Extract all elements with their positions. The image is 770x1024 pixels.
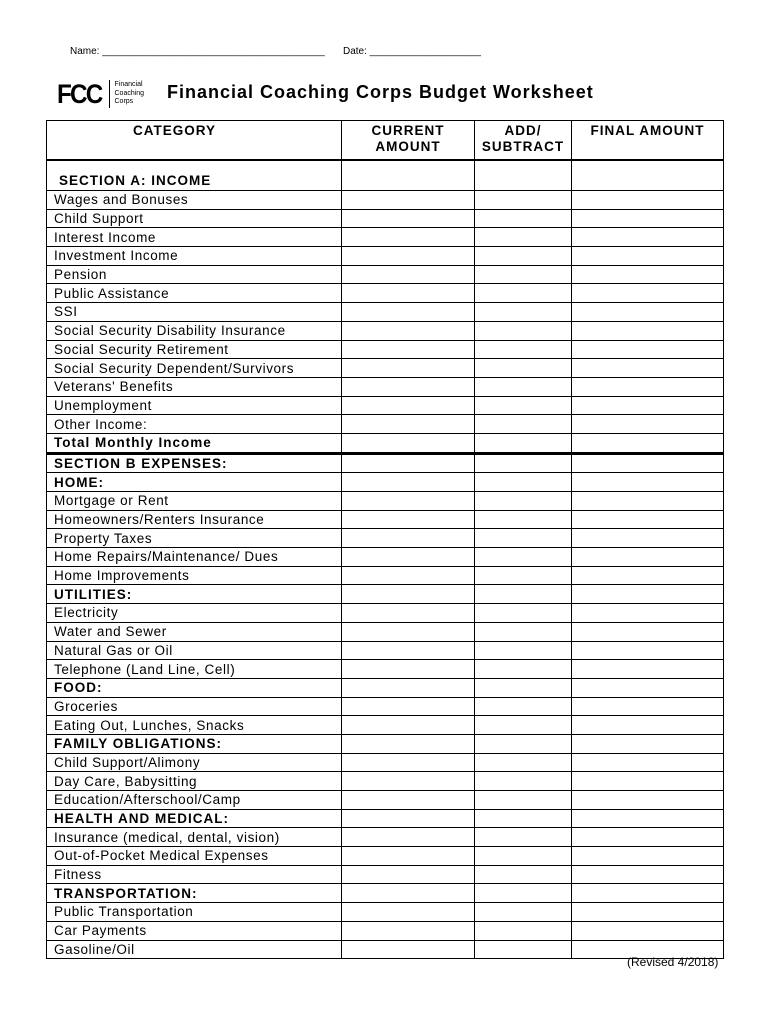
current-amount-cell[interactable]	[342, 453, 475, 473]
budget-table	[46, 120, 724, 959]
current-amount-cell[interactable]	[342, 209, 475, 228]
category-label: Veterans' Benefits	[47, 377, 342, 396]
table-row	[47, 453, 724, 473]
final-amount-cell[interactable]	[572, 903, 724, 922]
fcc-logo	[57, 79, 144, 109]
category-label: Home Improvements	[47, 566, 342, 585]
current-amount-cell[interactable]	[342, 641, 475, 660]
table-row	[47, 884, 724, 903]
table-row	[47, 510, 724, 529]
add-subtract-cell[interactable]	[475, 340, 572, 359]
add-subtract-cell[interactable]	[475, 228, 572, 247]
table-row	[47, 265, 724, 284]
table-row	[47, 191, 724, 210]
add-subtract-cell[interactable]	[475, 734, 572, 753]
table-row	[47, 678, 724, 697]
add-subtract-cell[interactable]	[475, 284, 572, 303]
final-amount-cell[interactable]	[572, 660, 724, 679]
add-subtract-cell[interactable]	[475, 160, 572, 191]
add-subtract-cell[interactable]	[475, 791, 572, 810]
current-amount-cell[interactable]	[342, 415, 475, 434]
add-subtract-cell[interactable]	[475, 809, 572, 828]
final-amount-cell[interactable]	[572, 191, 724, 210]
final-amount-cell[interactable]	[572, 303, 724, 322]
column-header-category: CATEGORY	[47, 121, 342, 161]
final-amount-cell[interactable]	[572, 510, 724, 529]
current-amount-cell[interactable]	[342, 359, 475, 378]
table-row	[47, 660, 724, 679]
logo-mark: FCC	[57, 79, 102, 109]
final-amount-cell[interactable]	[572, 828, 724, 847]
current-amount-cell[interactable]	[342, 510, 475, 529]
table-row	[47, 622, 724, 641]
current-amount-cell[interactable]	[342, 548, 475, 567]
logo-divider	[109, 80, 110, 108]
add-subtract-cell[interactable]	[475, 265, 572, 284]
table-row	[47, 847, 724, 866]
current-amount-cell[interactable]	[342, 284, 475, 303]
add-subtract-cell[interactable]	[475, 473, 572, 492]
add-subtract-cell[interactable]	[475, 622, 572, 641]
category-label: Social Security Dependent/Survivors	[47, 359, 342, 378]
category-label: Wages and Bonuses	[47, 191, 342, 210]
final-amount-cell[interactable]	[572, 340, 724, 359]
table-row	[47, 865, 724, 884]
add-subtract-cell[interactable]	[475, 548, 572, 567]
category-label: HEALTH AND MEDICAL:	[47, 809, 342, 828]
final-amount-cell[interactable]	[572, 791, 724, 810]
category-label: Telephone (Land Line, Cell)	[47, 660, 342, 679]
table-row	[47, 585, 724, 604]
final-amount-cell[interactable]	[572, 697, 724, 716]
add-subtract-cell[interactable]	[475, 903, 572, 922]
current-amount-cell[interactable]	[342, 772, 475, 791]
add-subtract-cell[interactable]	[475, 529, 572, 548]
final-amount-cell[interactable]	[572, 415, 724, 434]
add-subtract-cell[interactable]	[475, 678, 572, 697]
column-header-add-subtract: ADD/ SUBTRACT	[475, 121, 572, 161]
final-amount-cell[interactable]	[572, 865, 724, 884]
category-label: Pension	[47, 265, 342, 284]
category-label: Mortgage or Rent	[47, 492, 342, 511]
final-amount-cell[interactable]	[572, 396, 724, 415]
current-amount-cell[interactable]	[342, 828, 475, 847]
final-amount-cell[interactable]	[572, 566, 724, 585]
date-field-label: Date: ____________________	[343, 46, 481, 57]
table-row	[47, 641, 724, 660]
table-row	[47, 340, 724, 359]
table-row	[47, 209, 724, 228]
final-amount-cell[interactable]	[572, 753, 724, 772]
add-subtract-cell[interactable]	[475, 828, 572, 847]
table-row	[47, 160, 724, 191]
add-subtract-cell[interactable]	[475, 321, 572, 340]
current-amount-cell[interactable]	[342, 884, 475, 903]
table-row	[47, 753, 724, 772]
add-subtract-cell[interactable]	[475, 510, 572, 529]
add-subtract-cell[interactable]	[475, 303, 572, 322]
category-label: Eating Out, Lunches, Snacks	[47, 716, 342, 735]
table-row	[47, 791, 724, 810]
category-label: Water and Sewer	[47, 622, 342, 641]
final-amount-cell[interactable]	[572, 734, 724, 753]
final-amount-cell[interactable]	[572, 847, 724, 866]
table-row	[47, 903, 724, 922]
category-label: FAMILY OBLIGATIONS:	[47, 734, 342, 753]
revision-note: (Revised 4/2018)	[627, 955, 719, 969]
category-label: Out-of-Pocket Medical Expenses	[47, 847, 342, 866]
current-amount-cell[interactable]	[342, 585, 475, 604]
table-row	[47, 548, 724, 567]
current-amount-cell[interactable]	[342, 340, 475, 359]
category-label: Child Support/Alimony	[47, 753, 342, 772]
current-amount-cell[interactable]	[342, 865, 475, 884]
final-amount-cell[interactable]	[572, 433, 724, 453]
category-label: Groceries	[47, 697, 342, 716]
current-amount-cell[interactable]	[342, 191, 475, 210]
final-amount-cell[interactable]	[572, 321, 724, 340]
add-subtract-cell[interactable]	[475, 415, 572, 434]
category-label: SECTION A: INCOME	[47, 160, 342, 191]
logo-line-2: Coaching	[114, 89, 145, 97]
final-amount-cell[interactable]	[572, 585, 724, 604]
category-label: Public Transportation	[47, 903, 342, 922]
current-amount-cell[interactable]	[342, 160, 475, 191]
table-row	[47, 415, 724, 434]
logo-wordmark	[115, 81, 145, 107]
table-row	[47, 566, 724, 585]
category-label: Other Income:	[47, 415, 342, 434]
final-amount-cell[interactable]	[572, 604, 724, 623]
table-row	[47, 492, 724, 511]
add-subtract-cell[interactable]	[475, 940, 572, 959]
current-amount-cell[interactable]	[342, 847, 475, 866]
column-header-current-amount: CURRENT AMOUNT	[342, 121, 475, 161]
category-label: SECTION B EXPENSES:	[47, 453, 342, 473]
add-subtract-cell[interactable]	[475, 753, 572, 772]
table-row	[47, 716, 724, 735]
add-subtract-cell[interactable]	[475, 453, 572, 473]
current-amount-cell[interactable]	[342, 228, 475, 247]
add-subtract-cell[interactable]	[475, 772, 572, 791]
category-label: Fitness	[47, 865, 342, 884]
category-label: Gasoline/Oil	[47, 940, 342, 959]
category-label: Insurance (medical, dental, vision)	[47, 828, 342, 847]
budget-table-body	[47, 160, 724, 959]
final-amount-cell[interactable]	[572, 492, 724, 511]
name-field-label: Name: ________________________________________	[70, 46, 325, 57]
add-subtract-cell[interactable]	[475, 209, 572, 228]
current-amount-cell[interactable]	[342, 809, 475, 828]
final-amount-cell[interactable]	[572, 265, 724, 284]
current-amount-cell[interactable]	[342, 753, 475, 772]
table-row	[47, 433, 724, 453]
final-amount-cell[interactable]	[572, 228, 724, 247]
category-label: HOME:	[47, 473, 342, 492]
final-amount-cell[interactable]	[572, 247, 724, 266]
add-subtract-cell[interactable]	[475, 660, 572, 679]
add-subtract-cell[interactable]	[475, 697, 572, 716]
current-amount-cell[interactable]	[342, 940, 475, 959]
current-amount-cell[interactable]	[342, 678, 475, 697]
current-amount-cell[interactable]	[342, 921, 475, 940]
add-subtract-cell[interactable]	[475, 247, 572, 266]
table-row	[47, 377, 724, 396]
category-label: FOOD:	[47, 678, 342, 697]
table-row	[47, 529, 724, 548]
current-amount-cell[interactable]	[342, 473, 475, 492]
table-header-row	[47, 121, 724, 161]
current-amount-cell[interactable]	[342, 734, 475, 753]
category-label: Natural Gas or Oil	[47, 641, 342, 660]
category-label: Interest Income	[47, 228, 342, 247]
table-row	[47, 772, 724, 791]
current-amount-cell[interactable]	[342, 566, 475, 585]
final-amount-cell[interactable]	[572, 641, 724, 660]
category-label: Total Monthly Income	[47, 433, 342, 453]
table-row	[47, 321, 724, 340]
category-label: UTILITIES:	[47, 585, 342, 604]
current-amount-cell[interactable]	[342, 321, 475, 340]
final-amount-cell[interactable]	[572, 284, 724, 303]
category-label: Homeowners/Renters Insurance	[47, 510, 342, 529]
add-subtract-cell[interactable]	[475, 716, 572, 735]
current-amount-cell[interactable]	[342, 529, 475, 548]
final-amount-cell[interactable]	[572, 377, 724, 396]
final-amount-cell[interactable]	[572, 453, 724, 473]
add-subtract-cell[interactable]	[475, 359, 572, 378]
category-label: Education/Afterschool/Camp	[47, 791, 342, 810]
table-row	[47, 940, 724, 959]
current-amount-cell[interactable]	[342, 247, 475, 266]
final-amount-cell[interactable]	[572, 622, 724, 641]
add-subtract-cell[interactable]	[475, 433, 572, 453]
category-label: Day Care, Babysitting	[47, 772, 342, 791]
final-amount-cell[interactable]	[572, 921, 724, 940]
add-subtract-cell[interactable]	[475, 492, 572, 511]
category-label: Social Security Disability Insurance	[47, 321, 342, 340]
category-label: Social Security Retirement	[47, 340, 342, 359]
table-row	[47, 697, 724, 716]
final-amount-cell[interactable]	[572, 716, 724, 735]
add-subtract-cell[interactable]	[475, 585, 572, 604]
page-title: Financial Coaching Corps Budget Worksheet	[167, 82, 594, 102]
current-amount-cell[interactable]	[342, 492, 475, 511]
category-label: Car Payments	[47, 921, 342, 940]
add-subtract-cell[interactable]	[475, 566, 572, 585]
add-subtract-cell[interactable]	[475, 191, 572, 210]
final-amount-cell[interactable]	[572, 548, 724, 567]
final-amount-cell[interactable]	[572, 678, 724, 697]
category-label: Investment Income	[47, 247, 342, 266]
category-label: Unemployment	[47, 396, 342, 415]
category-label: TRANSPORTATION:	[47, 884, 342, 903]
table-row	[47, 396, 724, 415]
category-label: Public Assistance	[47, 284, 342, 303]
final-amount-cell[interactable]	[572, 160, 724, 191]
table-row	[47, 247, 724, 266]
column-header-final-amount: FINAL AMOUNT	[572, 121, 724, 161]
table-row	[47, 228, 724, 247]
current-amount-cell[interactable]	[342, 604, 475, 623]
logo-line-1: Financial	[114, 81, 143, 89]
final-amount-cell[interactable]	[572, 473, 724, 492]
add-subtract-cell[interactable]	[475, 865, 572, 884]
category-label: Home Repairs/Maintenance/ Dues	[47, 548, 342, 567]
add-subtract-cell[interactable]	[475, 641, 572, 660]
add-subtract-cell[interactable]	[475, 847, 572, 866]
current-amount-cell[interactable]	[342, 433, 475, 453]
category-label: Electricity	[47, 604, 342, 623]
table-row	[47, 828, 724, 847]
current-amount-cell[interactable]	[342, 377, 475, 396]
final-amount-cell[interactable]	[572, 772, 724, 791]
current-amount-cell[interactable]	[342, 697, 475, 716]
current-amount-cell[interactable]	[342, 716, 475, 735]
current-amount-cell[interactable]	[342, 265, 475, 284]
current-amount-cell[interactable]	[342, 903, 475, 922]
add-subtract-cell[interactable]	[475, 604, 572, 623]
add-subtract-cell[interactable]	[475, 377, 572, 396]
current-amount-cell[interactable]	[342, 791, 475, 810]
table-row	[47, 604, 724, 623]
add-subtract-cell[interactable]	[475, 884, 572, 903]
table-row	[47, 473, 724, 492]
category-label: Child Support	[47, 209, 342, 228]
current-amount-cell[interactable]	[342, 396, 475, 415]
final-amount-cell[interactable]	[572, 529, 724, 548]
add-subtract-cell[interactable]	[475, 396, 572, 415]
table-row	[47, 359, 724, 378]
table-row	[47, 734, 724, 753]
table-row	[47, 809, 724, 828]
category-label: SSI	[47, 303, 342, 322]
logo-line-3: Corps	[114, 98, 134, 106]
current-amount-cell[interactable]	[342, 622, 475, 641]
current-amount-cell[interactable]	[342, 303, 475, 322]
table-row	[47, 303, 724, 322]
add-subtract-cell[interactable]	[475, 921, 572, 940]
final-amount-cell[interactable]	[572, 209, 724, 228]
final-amount-cell[interactable]	[572, 359, 724, 378]
final-amount-cell[interactable]	[572, 809, 724, 828]
final-amount-cell[interactable]	[572, 884, 724, 903]
table-row	[47, 284, 724, 303]
current-amount-cell[interactable]	[342, 660, 475, 679]
table-row	[47, 921, 724, 940]
category-label: Property Taxes	[47, 529, 342, 548]
